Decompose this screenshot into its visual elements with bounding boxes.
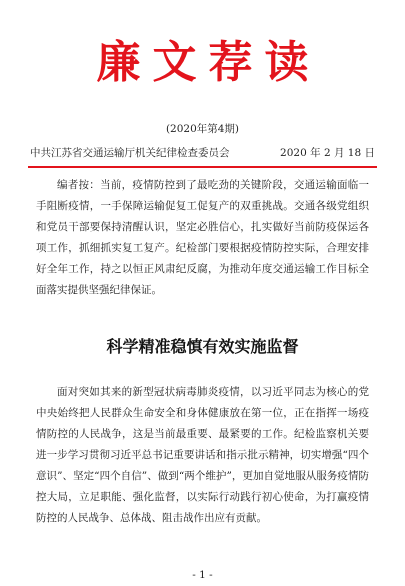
issue-date: 2020 年 2 月 18 日 [280, 147, 375, 159]
editor-note: 编者按：当前，疫情防控到了最吃劲的关键阶段，交通运输面临一手阻断疫情，一手保障运输促复工促复产的双重挑战。交通各级党组织和党员干部要保持清醒认识，坚定必胜信心，扎实做好当前防疫保运各项工作，抓细抓实复工复产。纪检部门要根据疫情防控实际，合理安排好全年工作，持之以恒正风肃纪反腐，为推动年度交通运输工作目标全面落实提供坚强纪律保证。 [36, 179, 369, 296]
issue-number: (2020年第4期) [165, 123, 240, 135]
article-body: 面对突如其来的新型冠状病毒肺炎疫情，以习近平同志为核心的党中央始终把人民群众生命安全和身体健康放在第一位，正在指挥一场疫情防控的人民战争，这是当前最重要、最紧要的工作。纪检监察机关要进一步学习贯彻习近平总书记重要讲话和指示批示精神，切实增强“四个意识”、坚定“四个自信”、做到“两个维护”，更加自觉地服从服务疫情防控大局，立足职能、强化监督，以实际行动践行初心使命，为打赢疫情防控的人民战争、总体战、阻击战作出应有贡献。 [36, 386, 369, 524]
issue-meta [30, 145, 375, 161]
red-divider [28, 166, 377, 168]
issuing-organization: 中共江苏省交通运输厅机关纪律检查委员会 [30, 147, 230, 159]
article-headline: 科学精准稳慎有效实施监督 [106, 337, 299, 356]
masthead-title: 廉文荐读 [96, 37, 321, 88]
page-number: - 1 - [192, 569, 213, 581]
